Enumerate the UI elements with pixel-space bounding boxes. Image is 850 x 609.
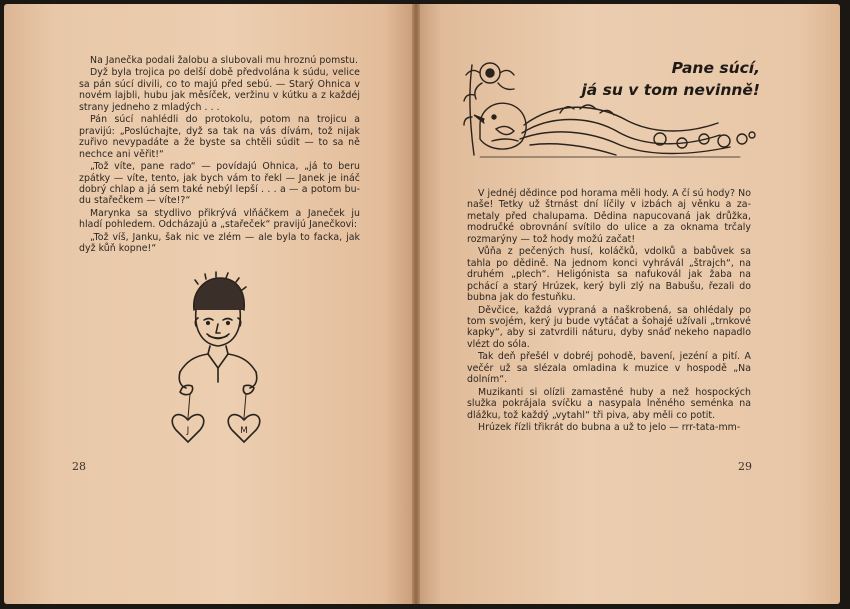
right-paragraph: Děvčice, každá vypraná a naškrobená, sa ohlédaly po tom svojém, kerý ju bude vytáčat a šohajé užívali „trnkové kapky“, aby si zatvrdili náturu, dyby snáď nekeho napadlo vlézt do sóla. — [467, 304, 751, 350]
left-paragraph: Pán súcí nahlédli do protokolu, potom na trojicu a pravijú: „Poslúchajte, dyž sa tak na vás dívám, tož nijak zuřivo nevypadáte a že byste sa chtěli súdit — to sa ně nechce ani věřit!“ — [79, 114, 360, 160]
chapter-title — [580, 57, 760, 101]
right-paragraph: Muzikanti si olízli zamastěné huby a než hospockých služka pokrájala svíčku a nasypala lněného seménka na dlážku, tož každý „vytahl“ tři piva, aby měli co potit. — [467, 386, 751, 421]
heart-letter-m: M — [240, 426, 248, 436]
chapter-title-line-1: Pane súcí, — [671, 59, 760, 77]
left-paragraph: „Tož víš, Janku, šak nic ve zlém — ale byla to facka, jak dyž kůň kopne!“ — [79, 231, 360, 255]
old-man-illustration — [160, 270, 270, 445]
left-paragraph: „Tož víte, pane rado“ — povídajú Ohnica, „já to beru zpátky — víte, tento, jak bych vám to řekl — Janek je ináč dobrý chlap a já sem také nebýl lepší . . . a — a potom budu stařečkem — víte!?“ — [79, 161, 360, 207]
page-number-left: 28 — [72, 460, 86, 473]
right-paragraph: Hrúzek řízli třikrát do bubna a už to jelo — rrr-tata-mm- — [478, 422, 741, 434]
chapter-title-line-2: já su v tom nevinně! — [581, 81, 760, 99]
heart-letter-j: J — [186, 426, 190, 436]
right-paragraph: Vůňa z pečených husí, koláčků, vdolků a babůvek sa tahla po dědině. Na jednom konci vyhrávál „štrajch“, na druhém „plech“. Heligónista sa nafukovál jak žaba na pchácí a starý Hrúzek, kerý byli zlý na Babušu, řezali do bubna jak do festuňku. — [467, 246, 751, 304]
left-paragraph: Marynka sa stydlivo přikrývá vlňáčkem a Janeček ju hladí pohledem. Odcházajú a „stařeček“ pravijú Janečkovi: — [79, 207, 360, 231]
left-paragraph: Dyž byla trojica po delší době předvolána k súdu, velice sa pán súcí divili, co to majú před sebú. — Starý Ohnica v novém lajbli, hubu jak měsíček, veržinu v kútku a z každéj strany jedneho z mladých . . . — [79, 67, 360, 113]
right-page-text — [467, 188, 751, 435]
right-paragraph: V jednéj dědince pod horama měli hody. A čí sú hody? No naše! Tetky už štrnást dní líčily v izbách aj věnku a zametaly před chalupama. Dědina napucovaná jak drůžka, modručké obrovnání svítilo do ulice a za oknama trčaly rozmarýny — tož hody možú začat! — [467, 188, 751, 245]
right-paragraph: Tak deň přešél v dobréj pohodě, bavení, jezéní a pití. A večér už sa slézala omladina k muzice v hospodě „Na dolním“. — [467, 351, 751, 386]
left-paragraph: Na Janečka podali žalobu a slubovali mu hroznú pomstu. — [90, 55, 359, 66]
page-number-right: 29 — [738, 460, 752, 473]
left-page-text — [79, 55, 360, 256]
book-gutter — [412, 4, 420, 604]
